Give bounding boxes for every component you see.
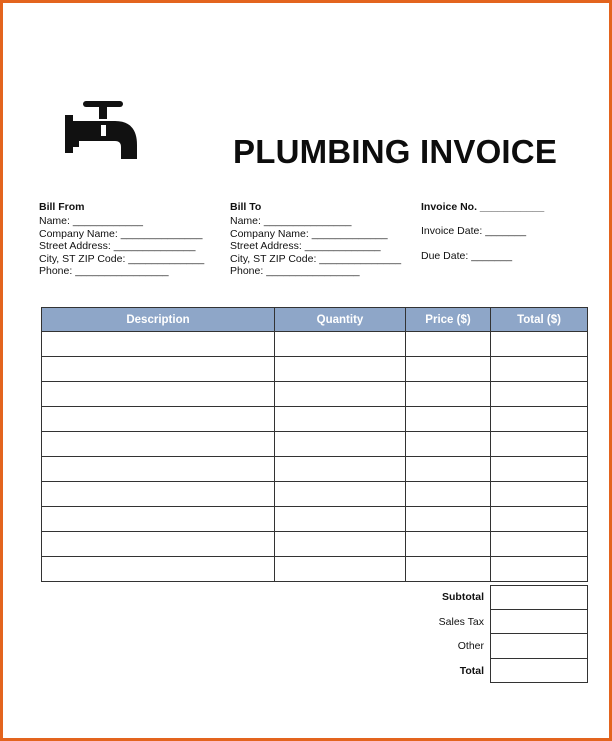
table-row bbox=[42, 482, 588, 507]
description-cell[interactable] bbox=[42, 432, 275, 457]
quantity-cell[interactable] bbox=[275, 507, 406, 532]
total-cell[interactable] bbox=[491, 407, 588, 432]
price-cell[interactable] bbox=[406, 557, 491, 582]
price-header: Price ($) bbox=[406, 308, 491, 332]
total-cell[interactable] bbox=[491, 357, 588, 382]
sales-tax-row bbox=[393, 610, 588, 635]
description-cell[interactable] bbox=[42, 382, 275, 407]
description-cell[interactable] bbox=[42, 457, 275, 482]
bill-to-city-field[interactable]: City, ST ZIP Code: ______________ bbox=[230, 252, 402, 265]
table-header-row bbox=[42, 308, 588, 332]
other-cell[interactable] bbox=[490, 634, 588, 659]
table-row bbox=[42, 332, 588, 357]
summary-section bbox=[393, 585, 588, 683]
total-cell[interactable] bbox=[491, 482, 588, 507]
description-cell[interactable] bbox=[42, 332, 275, 357]
total-cell[interactable] bbox=[491, 382, 588, 407]
quantity-cell[interactable] bbox=[275, 407, 406, 432]
total-label: Total bbox=[459, 664, 484, 677]
total-cell[interactable] bbox=[491, 507, 588, 532]
bill-to-phone-field[interactable]: Phone: ________________ bbox=[230, 265, 360, 278]
invoice-info-section bbox=[421, 201, 544, 275]
total-cell[interactable] bbox=[491, 457, 588, 482]
quantity-cell[interactable] bbox=[275, 432, 406, 457]
bill-to-heading: Bill To bbox=[230, 201, 262, 213]
bill-from-company-field[interactable]: Company Name: ______________ bbox=[39, 227, 203, 240]
table-row bbox=[42, 407, 588, 432]
bill-from-city-field[interactable]: City, ST ZIP Code: _____________ bbox=[39, 252, 205, 265]
quantity-cell[interactable] bbox=[275, 382, 406, 407]
description-cell[interactable] bbox=[42, 407, 275, 432]
bill-from-phone-field[interactable]: Phone: ________________ bbox=[39, 265, 169, 278]
quantity-header: Quantity bbox=[275, 308, 406, 332]
bill-from-name-field[interactable]: Name: ____________ bbox=[39, 215, 143, 228]
subtotal-cell[interactable] bbox=[490, 585, 588, 610]
table-row bbox=[42, 432, 588, 457]
bill-to-section bbox=[230, 201, 401, 277]
table-row bbox=[42, 507, 588, 532]
price-cell[interactable] bbox=[406, 407, 491, 432]
bill-to-company-field[interactable]: Company Name: _____________ bbox=[230, 227, 388, 240]
table-row bbox=[42, 557, 588, 582]
price-cell[interactable] bbox=[406, 507, 491, 532]
price-cell[interactable] bbox=[406, 357, 491, 382]
invoice-number-field[interactable]: Invoice No. ___________ bbox=[421, 201, 545, 213]
price-cell[interactable] bbox=[406, 432, 491, 457]
total-cell[interactable] bbox=[490, 659, 588, 684]
bill-to-address-field[interactable]: Street Address: _____________ bbox=[230, 240, 381, 253]
total-row bbox=[393, 659, 588, 684]
faucet-icon bbox=[65, 99, 139, 161]
total-cell[interactable] bbox=[491, 557, 588, 582]
description-header: Description bbox=[42, 308, 275, 332]
description-cell[interactable] bbox=[42, 482, 275, 507]
due-date-field[interactable]: Due Date: _______ bbox=[421, 250, 513, 263]
bill-to-name-field[interactable]: Name: _______________ bbox=[230, 215, 352, 228]
table-row bbox=[42, 532, 588, 557]
total-cell[interactable] bbox=[491, 532, 588, 557]
other-label: Other bbox=[457, 640, 484, 653]
price-cell[interactable] bbox=[406, 382, 491, 407]
items-table bbox=[41, 307, 588, 582]
quantity-cell[interactable] bbox=[275, 482, 406, 507]
bill-from-address-field[interactable]: Street Address: ______________ bbox=[39, 240, 196, 253]
invoice-date-field[interactable]: Invoice Date: _______ bbox=[421, 225, 527, 238]
price-cell[interactable] bbox=[406, 457, 491, 482]
sales-tax-label: Sales Tax bbox=[438, 615, 484, 628]
quantity-cell[interactable] bbox=[275, 332, 406, 357]
sales-tax-cell[interactable] bbox=[490, 610, 588, 635]
price-cell[interactable] bbox=[406, 532, 491, 557]
bill-from-section bbox=[39, 201, 204, 277]
table-row bbox=[42, 457, 588, 482]
table-row bbox=[42, 357, 588, 382]
other-row bbox=[393, 634, 588, 659]
total-header: Total ($) bbox=[491, 308, 588, 332]
quantity-cell[interactable] bbox=[275, 457, 406, 482]
description-cell[interactable] bbox=[42, 557, 275, 582]
quantity-cell[interactable] bbox=[275, 357, 406, 382]
subtotal-label: Subtotal bbox=[442, 591, 484, 604]
price-cell[interactable] bbox=[406, 482, 491, 507]
table-row bbox=[42, 382, 588, 407]
quantity-cell[interactable] bbox=[275, 532, 406, 557]
subtotal-row bbox=[393, 585, 588, 610]
description-cell[interactable] bbox=[42, 357, 275, 382]
total-cell[interactable] bbox=[491, 432, 588, 457]
quantity-cell[interactable] bbox=[275, 557, 406, 582]
invoice-title: PLUMBING INVOICE bbox=[233, 133, 558, 170]
total-cell[interactable] bbox=[491, 332, 588, 357]
bill-from-heading: Bill From bbox=[39, 201, 85, 213]
description-cell[interactable] bbox=[42, 507, 275, 532]
description-cell[interactable] bbox=[42, 532, 275, 557]
price-cell[interactable] bbox=[406, 332, 491, 357]
